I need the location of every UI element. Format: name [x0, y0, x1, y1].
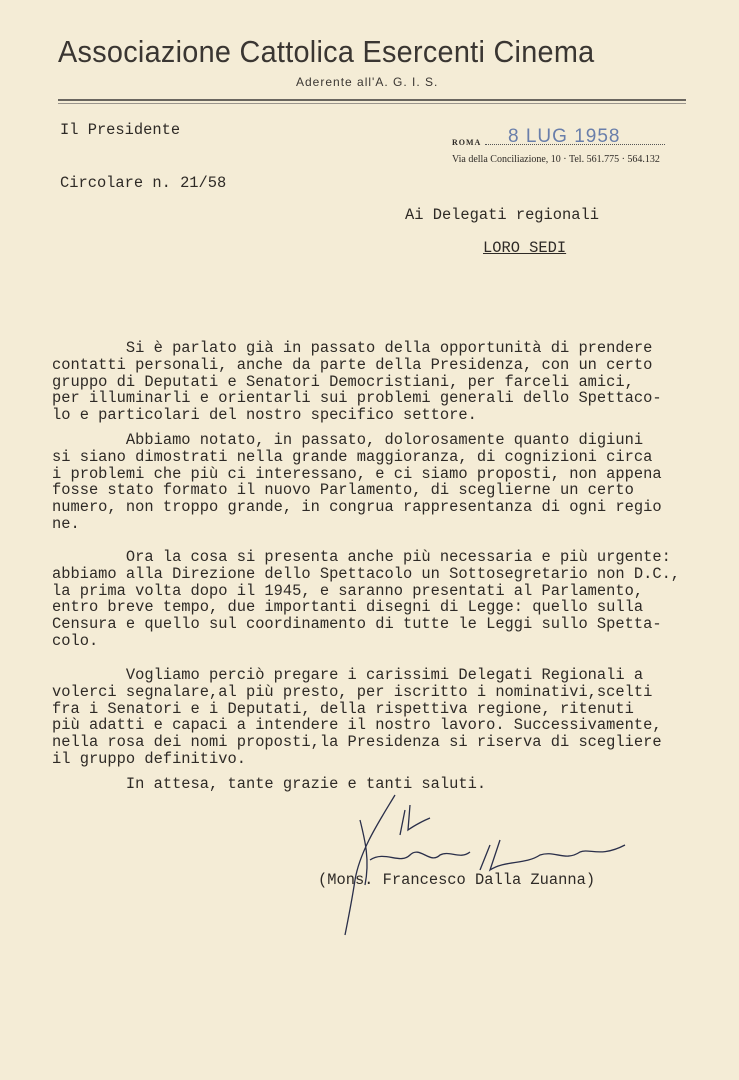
- text-line: più adatti e capaci a intendere il nostro lavoro. Successivamente,: [52, 716, 662, 735]
- text-line: colo.: [52, 631, 99, 650]
- text-line: volerci segnalare,al più presto, per iscritto i nominativi,scelti: [52, 682, 653, 701]
- paragraph-2: [52, 432, 662, 533]
- letterhead-rule-thin: [58, 103, 686, 104]
- text-line: la prima volta dopo il 1945, e saranno presentati al Parlamento,: [52, 581, 644, 600]
- stamp-city: ROMA: [452, 138, 482, 147]
- text-line: nella rosa dei nomi proposti,la Presidenza si riserva di scegliere: [52, 733, 662, 752]
- text-line: Ora la cosa si presenta anche più necessaria e più urgente:: [52, 548, 671, 566]
- handwritten-signature: [340, 790, 640, 940]
- text-line: Vogliamo perciò pregare i carissimi Delegati Regionali a: [52, 666, 644, 684]
- letterhead-title: Associazione Cattolica Esercenti Cinema: [58, 34, 595, 69]
- stamp-address: Via della Conciliazione, 10 · Tel. 561.775 · 564.132: [452, 154, 660, 165]
- paragraph-1: [52, 340, 662, 424]
- text-line: entro breve tempo, due importanti disegni di Legge: quello sulla: [52, 598, 644, 617]
- text-line: numero, non troppo grande, in congrua rappresentanza di ogni regio: [52, 498, 662, 517]
- text-line: Si è parlato già in passato della opportunità di prendere: [52, 339, 653, 357]
- paragraph-3: [52, 549, 680, 650]
- closing-line: In attesa, tante grazie e tanti saluti.: [52, 775, 487, 793]
- text-line: Censura e quello sul coordinamento di tutte le Leggi sullo Spetta-: [52, 615, 662, 634]
- letterhead-subtitle: Aderente all'A. G. I. S.: [296, 75, 439, 89]
- recipient-line-1: Ai Delegati regionali: [405, 206, 599, 224]
- circular-number: Circolare n. 21/58: [60, 174, 227, 192]
- sender-title: Il Presidente: [60, 121, 181, 139]
- text-line: abbiamo alla Direzione dello Spettacolo un Sottosegretario non D.C.,: [52, 564, 681, 583]
- text-line: ne.: [52, 514, 80, 533]
- text-line: i problemi che più ci interessano, e ci siamo proposti, non appena: [52, 464, 662, 483]
- date-stamp: [452, 126, 688, 165]
- signatory-name: (Mons. Francesco Dalla Zuanna): [318, 871, 596, 889]
- text-line: lo e particolari del nostro specifico settore.: [52, 406, 477, 425]
- text-line: il gruppo definitivo.: [52, 749, 246, 768]
- letterhead-rule: [58, 99, 686, 101]
- paragraph-4: [52, 667, 662, 768]
- text-line: fra i Senatori e i Deputati, della rispettiva regione, ritenuti: [52, 699, 634, 718]
- text-line: per illuminarli e orientarli sui problemi generali dello Spettaco-: [52, 389, 662, 408]
- stamp-date: 8 LUG 1958: [508, 126, 621, 147]
- text-line: gruppo di Deputati e Senatori Democristiani, per farceli amici,: [52, 372, 634, 391]
- text-line: fosse stato formato il nuovo Parlamento, di sceglierne un certo: [52, 481, 634, 500]
- recipient-line-2: LORO SEDI: [483, 239, 567, 257]
- text-line: Abbiamo notato, in passato, dolorosamente quanto digiuni: [52, 431, 644, 449]
- text-line: contatti personali, anche da parte della Presidenza, con un certo: [52, 355, 653, 374]
- text-line: si siano dimostrati nella grande maggioranza, di cognizioni circa: [52, 447, 653, 466]
